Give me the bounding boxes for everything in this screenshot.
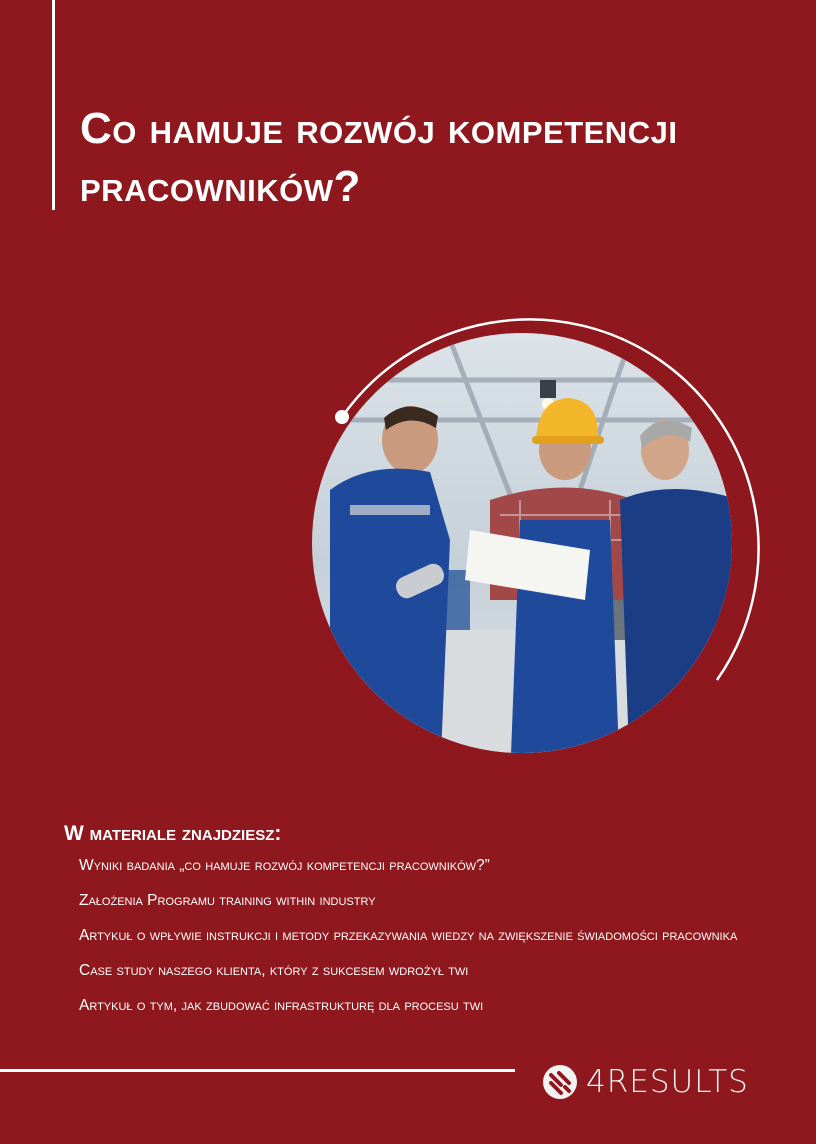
arc-dot — [335, 410, 349, 424]
list-item: Case study naszego klienta, który z sukcesem wdrożył twi — [79, 962, 469, 979]
logo — [542, 1062, 749, 1102]
materials-section — [64, 820, 784, 1014]
4results-logo-icon — [542, 1064, 578, 1100]
title-line-1: Co hamuje rozwój kompetencji — [80, 104, 678, 153]
page-title — [80, 100, 780, 216]
workers-photo — [300, 300, 780, 780]
title-accent-bar — [52, 0, 55, 210]
list-item: Artykuł o wpływie instrukcji i metody przekazywania wiedzy na zwiększenie świadomości pracownika — [79, 927, 738, 944]
list-item: Założenia Programu training within industry — [79, 892, 376, 909]
logo-text: 4RESULTS — [586, 1064, 749, 1100]
title-line-2: pracowników? — [80, 162, 361, 211]
materials-heading: W materiale znajdziesz: — [64, 822, 282, 845]
materials-list — [64, 857, 784, 1014]
list-item: Wyniki badania „co hamuje rozwój kompetencji pracowników?” — [79, 857, 490, 874]
footer-divider — [0, 1069, 515, 1072]
list-item: Artykuł o tym, jak zbudować infrastrukturę dla procesu twi — [79, 997, 484, 1014]
